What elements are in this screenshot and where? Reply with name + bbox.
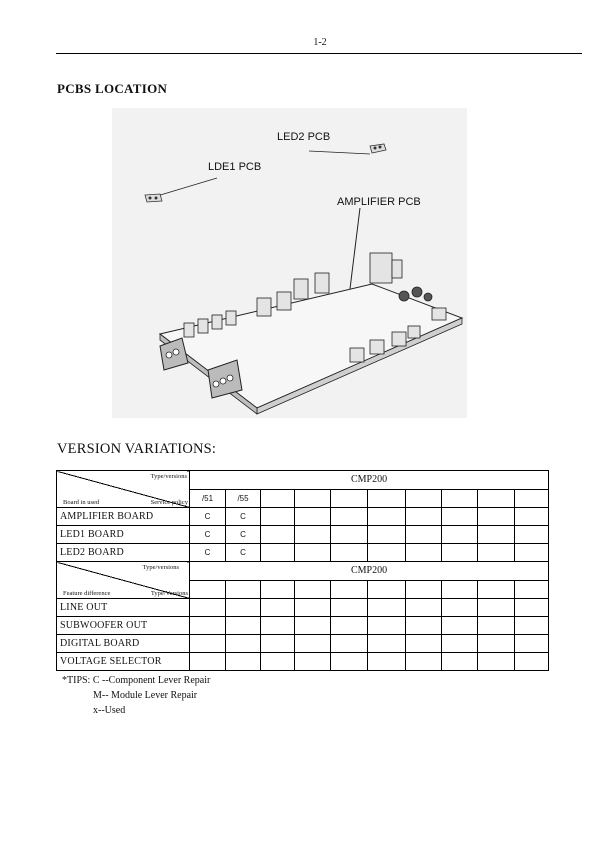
policy-cell <box>295 526 331 544</box>
feature-cell <box>295 599 331 617</box>
feature-cell <box>295 617 331 635</box>
policy-cell <box>442 508 478 526</box>
section-title: PCBS LOCATION <box>57 81 168 96</box>
tips-line-used: x--Used <box>93 705 126 716</box>
policy-cell <box>368 508 406 526</box>
policy-cell <box>406 544 442 562</box>
version-cell <box>478 489 515 508</box>
tips-legend <box>62 673 210 718</box>
version-cell <box>515 489 549 508</box>
version-cell <box>478 580 515 599</box>
policy-cell <box>442 526 478 544</box>
policy-cell <box>478 508 515 526</box>
lde1-pcb-label: LDE1 PCB <box>208 161 262 173</box>
table2-type-versions-label: Type/versions <box>142 564 179 571</box>
version-cell <box>368 489 406 508</box>
version-cell <box>331 489 368 508</box>
version-cell <box>295 580 331 599</box>
feature-cell <box>226 617 261 635</box>
table2-diagonal-header-cell <box>57 562 190 599</box>
table-row <box>57 599 549 617</box>
page-number: 1-2 <box>313 37 327 48</box>
table1-model-header: CMP200 <box>190 471 549 490</box>
feature-cell <box>515 653 549 671</box>
feature-cell <box>331 617 368 635</box>
policy-cell <box>331 544 368 562</box>
tips-line-module: M-- Module Lever Repair <box>93 690 198 701</box>
led2-leader-line <box>309 151 370 154</box>
table-row <box>57 526 549 544</box>
row-label-line-out: LINE OUT <box>57 599 190 617</box>
version-cell <box>331 580 368 599</box>
row-label-voltage-selector: VOLTAGE SELECTOR <box>57 653 190 671</box>
table1-type-versions-label: Type/versions <box>150 473 187 480</box>
policy-cell: C <box>190 544 226 562</box>
feature-cell <box>261 599 295 617</box>
table2-feature-difference-label: Feature difference <box>63 590 111 597</box>
feature-cell <box>515 617 549 635</box>
feature-cell <box>515 635 549 653</box>
policy-cell <box>368 526 406 544</box>
policy-cell <box>406 508 442 526</box>
table-row <box>57 653 549 671</box>
row-label-led1-board: LED1 BOARD <box>57 526 190 544</box>
pcb-location-figure <box>112 108 467 418</box>
feature-cell <box>478 599 515 617</box>
policy-cell <box>368 544 406 562</box>
version-cell <box>190 580 226 599</box>
feature-cell <box>442 635 478 653</box>
version-cell <box>442 580 478 599</box>
policy-cell: C <box>226 526 261 544</box>
policy-cell: C <box>190 526 226 544</box>
policy-cell: C <box>226 508 261 526</box>
feature-cell <box>406 599 442 617</box>
version-cell <box>406 489 442 508</box>
feature-cell <box>442 653 478 671</box>
version-cell <box>368 580 406 599</box>
version-cell <box>515 580 549 599</box>
policy-cell <box>261 526 295 544</box>
feature-cell <box>190 635 226 653</box>
lde1-pcb-shape <box>145 194 162 202</box>
feature-cell <box>406 653 442 671</box>
table1-header-row <box>57 471 549 490</box>
policy-cell <box>295 544 331 562</box>
table-row <box>57 617 549 635</box>
feature-cell <box>406 635 442 653</box>
led2-pcb-shape <box>370 144 386 153</box>
table1-diagonal-header-cell <box>57 471 190 508</box>
policy-cell <box>478 526 515 544</box>
version-cell <box>261 580 295 599</box>
policy-cell <box>261 508 295 526</box>
table1-board-in-used-label: Board in used <box>63 499 100 506</box>
version-variations-table <box>56 470 549 671</box>
feature-cell <box>226 599 261 617</box>
policy-cell <box>406 526 442 544</box>
row-label-digital-board: DIGITAL BOARD <box>57 635 190 653</box>
version-cell <box>442 489 478 508</box>
table-row <box>57 544 549 562</box>
amplifier-pcb-label: AMPLIFIER PCB <box>337 196 421 208</box>
feature-cell <box>190 599 226 617</box>
policy-cell <box>331 508 368 526</box>
policy-cell <box>515 526 549 544</box>
feature-cell <box>478 635 515 653</box>
table2-model-header: CMP200 <box>190 562 549 581</box>
feature-cell <box>226 653 261 671</box>
tips-line-component: *TIPS: C --Component Lever Repair <box>62 675 211 686</box>
policy-cell <box>442 544 478 562</box>
feature-cell <box>442 599 478 617</box>
row-label-subwoofer-out: SUBWOOFER OUT <box>57 617 190 635</box>
feature-cell <box>295 635 331 653</box>
version-cell: /55 <box>226 489 261 508</box>
feature-cell <box>261 653 295 671</box>
version-cell: /51 <box>190 489 226 508</box>
header-rule <box>56 53 582 54</box>
feature-cell <box>261 617 295 635</box>
feature-cell <box>368 617 406 635</box>
version-cell <box>295 489 331 508</box>
table2-header-row <box>57 562 549 581</box>
version-cell <box>226 580 261 599</box>
feature-cell <box>190 653 226 671</box>
row-label-amplifier-board: AMPLIFIER BOARD <box>57 508 190 526</box>
amplifier-pcb-shape <box>160 253 462 414</box>
table1-service-policy-label: Service policy <box>150 499 188 506</box>
feature-cell <box>478 653 515 671</box>
policy-cell: C <box>190 508 226 526</box>
led2-pcb-label: LED2 PCB <box>277 131 331 143</box>
version-cell <box>406 580 442 599</box>
feature-cell <box>515 599 549 617</box>
row-label-led2-board: LED2 BOARD <box>57 544 190 562</box>
feature-cell <box>368 599 406 617</box>
policy-cell <box>295 508 331 526</box>
feature-cell <box>331 635 368 653</box>
policy-cell <box>478 544 515 562</box>
feature-cell <box>295 653 331 671</box>
table-row <box>57 508 549 526</box>
table2-type-versions-bottom-label: Type/Versions <box>150 590 188 597</box>
table-row <box>57 635 549 653</box>
feature-cell <box>442 617 478 635</box>
feature-cell <box>406 617 442 635</box>
policy-cell <box>261 544 295 562</box>
feature-cell <box>331 599 368 617</box>
version-cell <box>261 489 295 508</box>
feature-cell <box>368 635 406 653</box>
feature-cell <box>478 617 515 635</box>
policy-cell <box>515 508 549 526</box>
feature-cell <box>226 635 261 653</box>
version-variations-heading: VERSION VARIATIONS: <box>57 441 217 457</box>
policy-cell <box>331 526 368 544</box>
feature-cell <box>331 653 368 671</box>
lde1-leader-line <box>157 178 217 196</box>
feature-cell <box>190 617 226 635</box>
pcb-illustration <box>112 108 467 418</box>
feature-cell <box>261 635 295 653</box>
policy-cell: C <box>226 544 261 562</box>
feature-cell <box>368 653 406 671</box>
policy-cell <box>515 544 549 562</box>
